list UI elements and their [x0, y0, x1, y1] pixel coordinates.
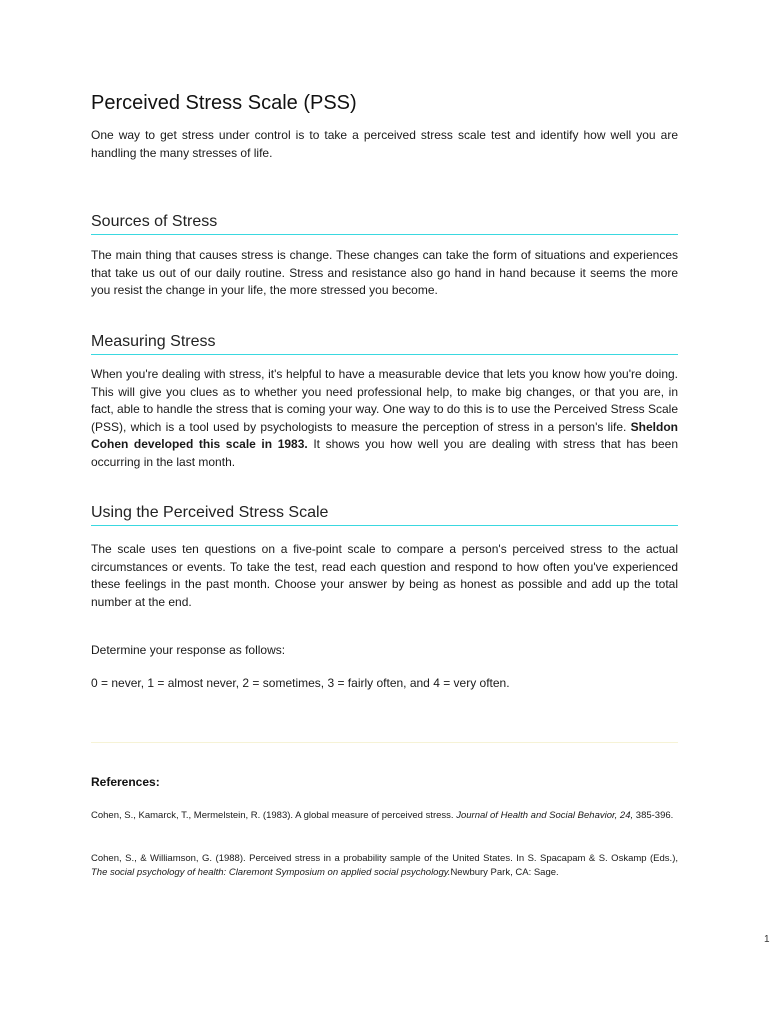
reference-item [91, 852, 678, 880]
measuring-stress-text: When you're dealing with stress, it's helpful to have a measurable device that lets you know how you're doing. This will give you clues as to whether you need professional help, to make big changes, or that you are, in fact, able to handle the stress that is coming your way. One way to do this is to use the Perceived Stress Scale (PSS), which is a tool used by psychologists to measure the perception of stress in a person's life. [91, 367, 678, 434]
reference-1-pages: 385-396. [635, 810, 674, 821]
reference-2-book: The social psychology of health: Claremont Symposium on applied social psychology. [91, 867, 451, 878]
section-heading-using-pss: Using the Perceived Stress Scale [91, 504, 678, 526]
measuring-stress-text-end: It shows you how well you are dealing with stress that has been occurring in the last month. [91, 437, 678, 469]
page-title: Perceived Stress Scale (PSS) [91, 92, 357, 114]
reference-item [91, 809, 678, 823]
divider [91, 742, 678, 743]
reference-1-authors: Cohen, S., Kamarck, T., Mermelstein, R. (1983). A global measure of perceived stress. [91, 810, 454, 821]
reference-1-journal: Journal of Health and Social Behavior, 24, [456, 810, 634, 821]
measuring-stress-paragraph [91, 366, 678, 471]
page-number: 1 [764, 934, 770, 945]
sources-of-stress-paragraph: The main thing that causes stress is change. These changes can take the form of situations and experiences that take us out of our daily routine. Stress and resistance also go hand in hand because it seems the more you resist the change in your life, the more stressed you become. [91, 248, 678, 297]
reference-2-authors: Cohen, S., & Williamson, G. (1988). Perceived stress in a probability sample of the United States. In S. Spacapam & S. Oskamp (Eds.), [91, 853, 678, 864]
response-scale: 0 = never, 1 = almost never, 2 = sometimes, 3 = fairly often, and 4 = very often. [91, 676, 510, 690]
using-pss-paragraph: The scale uses ten questions on a five-point scale to compare a person's perceived stress to the actual circumstances or events. To take the test, read each question and respond to how often you've experienced these feelings in the past month. Choose your answer by being as honest as possible and add up the total number at the end. [91, 542, 678, 609]
references-heading: References: [91, 775, 160, 789]
cohen-highlight: Sheldon Cohen developed this scale in 1983. [91, 419, 678, 451]
reference-2-publisher: Newbury Park, CA: Sage. [450, 867, 559, 878]
section-heading-sources-of-stress: Sources of Stress [91, 213, 678, 235]
response-instruction: Determine your response as follows: [91, 643, 286, 657]
intro-paragraph: One way to get stress under control is to take a perceived stress scale test and identify how well you are handling the many stresses of life. [91, 128, 678, 160]
section-heading-measuring-stress: Measuring Stress [91, 333, 678, 355]
